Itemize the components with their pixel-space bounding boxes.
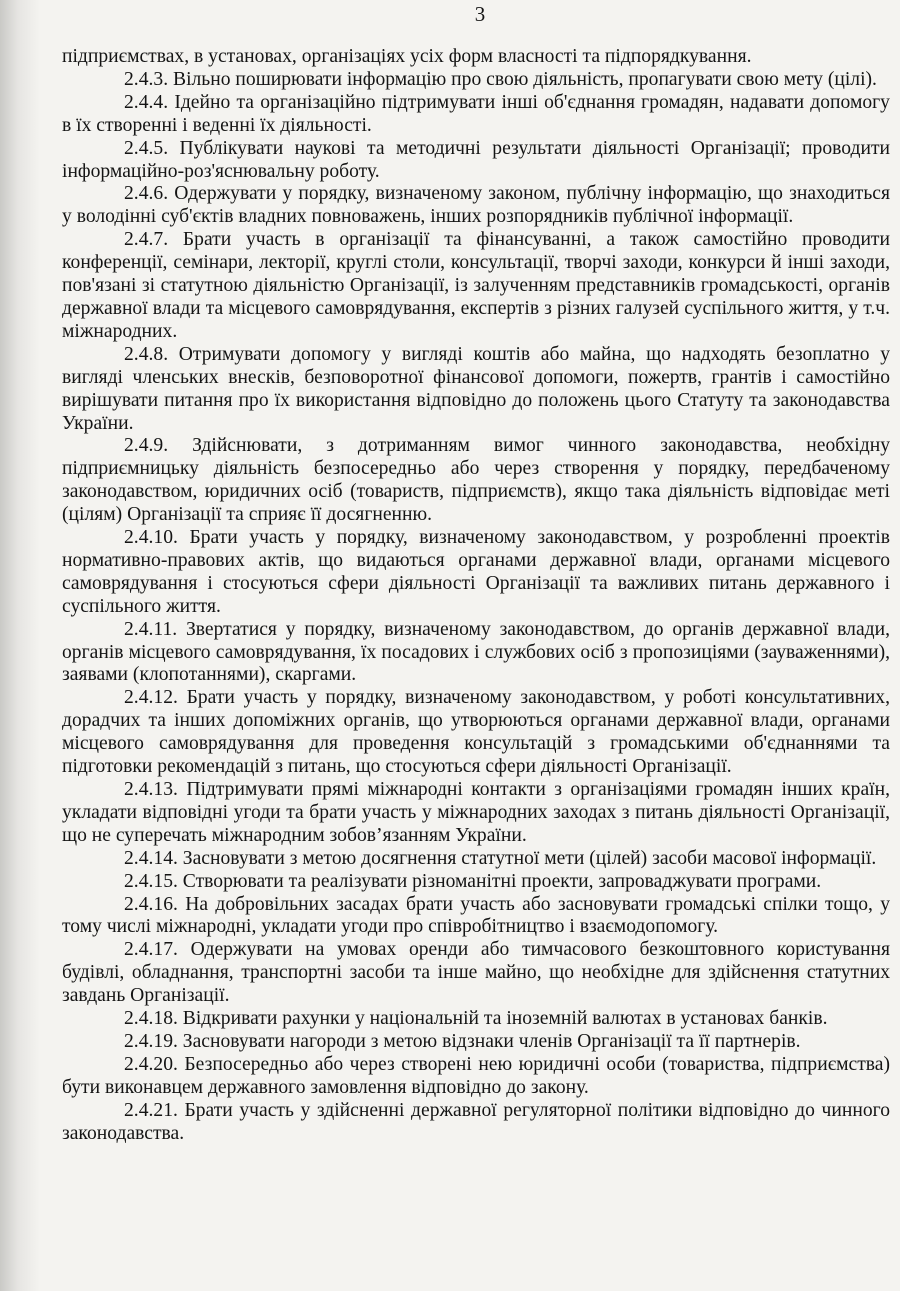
paragraph: [62, 229, 890, 344]
clause-number: 2.4.14.: [124, 847, 178, 869]
paragraph-text: Безпосередньо або через створені нею юридичні особи (товариства, підприємства) бути виконавцем державного замовлення відповідно до закону.: [62, 1053, 890, 1098]
paragraph: [62, 687, 890, 779]
clause-number: 2.4.9.: [124, 435, 169, 457]
clause-number: 2.4.7.: [124, 229, 169, 251]
clause-number: 2.4.3.: [124, 68, 169, 90]
page-number: 3: [474, 2, 486, 26]
clause-number: 2.4.13.: [124, 779, 178, 800]
paragraph-text: Брати участь у порядку, визначеному законодавством, у роботі консультативних, дорадчих та інших допоміжних органів, що утворюються органами державної влади, органами місцевого самоврядування для проведення консультацій з громадськими об'єднаннями та підготовки рекомендацій з питань, що стосуються сфери діяльності Організації.: [62, 687, 890, 778]
clause-number: 2.4.8.: [124, 343, 169, 365]
paragraph: [62, 1031, 890, 1054]
paragraph: [62, 1008, 890, 1031]
paragraph: [62, 46, 890, 69]
paragraph-text: Брати участь в організації та фінансуванні, а також самостійно проводити конференції, семінари, лекторії, круглі столи, консультації, творчі заходи, конкурси й інші заходи, пов'язані зі статутною діяльністю Організації, із залученням представників громадськості, органів державної влади та місцевого самоврядування, експертів з різних галузей суспільного життя, у т.ч. міжнародних.: [62, 229, 890, 342]
paragraph-text: Засновувати нагороди з метою відзнаки членів Організації та її партнерів.: [182, 1030, 801, 1052]
paragraph: [62, 92, 890, 138]
clause-number: 2.4.4.: [124, 91, 169, 113]
clause-number: 2.4.10.: [124, 527, 178, 549]
paragraph: [62, 894, 890, 940]
paragraph-text: На добровільних засадах брати участь або засновувати громадські спілки тощо, у тому числі міжнародні, укладати угоди про співробітництво і взаємодопомогу.: [62, 893, 890, 938]
paragraph-text: Відкривати рахунки у національній та іноземній валютах в установах банків.: [182, 1008, 828, 1030]
clause-number: 2.4.11.: [124, 618, 178, 640]
clause-number: 2.4.18.: [124, 1008, 178, 1030]
paragraph-text: Створювати та реалізувати різноманітні проекти, запроваджувати програми.: [182, 870, 822, 892]
clause-number: 2.4.16.: [124, 893, 178, 915]
paragraph: [62, 619, 890, 688]
paragraph: [62, 183, 890, 229]
paragraph-text: Звертатися у порядку, визначеному законодавством, до органів державної влади, органів місцевого самоврядування, їх посадових і службових осіб з пропозиціями (зауваженнями), заявами (клопотаннями), скаргами.: [62, 618, 890, 686]
paragraph-text: Брати участь у здійсненні державної регуляторної політики відповідно до чинного законодавства.: [62, 1099, 890, 1144]
clause-number: 2.4.6.: [124, 183, 169, 205]
document-body: [62, 46, 890, 1146]
clause-number: 2.4.5.: [124, 137, 169, 159]
clause-number: 2.4.19.: [124, 1030, 178, 1052]
paragraph: [62, 138, 890, 184]
paragraph: [62, 435, 890, 527]
paragraph-text: Отримувати допомогу у вигляді коштів або майна, що надходять безоплатно у вигляді членських внесків, безповоротної фінансової допомоги, пожертв, грантів і самостійно вирішувати питання про їх використання відповідно до положень цього Статуту та законодавства України.: [62, 343, 890, 434]
paragraph-text: Підтримувати прямі міжнародні контакти з організаціями громадян інших країн, укладати відповідні угоди та брати участь у міжнародних заходах з питань діяльності Організації, що не суперечать міжнародним зобов’язанням України.: [62, 779, 891, 846]
clause-number: 2.4.17.: [124, 939, 178, 961]
paragraph-text: Здійснювати, з дотриманням вимог чинного законодавства, необхідну підприємницьку діяльність безпосередньо або через створення у порядку, передбаченому законодавством, юридичних осіб (товариств, підприємств), якщо така діяльність відповідає меті (цілям) Організації та сприяє її досягненню.: [62, 435, 890, 526]
paragraph-text: Одержувати у порядку, визначеному законом, публічну інформацію, що знаходиться у володінні суб'єктів владних повноважень, інших розпорядників публічної інформації.: [62, 183, 890, 228]
clause-number: 2.4.20.: [124, 1053, 178, 1075]
paragraph: [62, 1054, 890, 1100]
paragraph-text: Засновувати з метою досягнення статутної мети (цілей) засоби масової інформації.: [182, 847, 877, 869]
paragraph: [62, 527, 890, 619]
clause-number: 2.4.12.: [124, 687, 178, 709]
paragraph: [62, 344, 890, 436]
paragraph: [62, 779, 890, 848]
clause-number: 2.4.21.: [124, 1099, 178, 1121]
clause-number: 2.4.15.: [124, 870, 178, 892]
paragraph-text: Одержувати на умовах оренди або тимчасового безкоштовного користування будівлі, обладнання, транспортні засоби та інше майно, що необхідне для здійснення статутних завдань Організації.: [62, 939, 890, 1007]
paragraph: [62, 69, 890, 92]
paragraph-text: Ідейно та організаційно підтримувати інші об'єднання громадян, надавати допомогу в їх створенні і веденні їх діяльності.: [62, 91, 890, 136]
paragraph: [62, 848, 890, 871]
paragraph: [62, 939, 890, 1008]
paragraph-text: підприємствах, в установах, організаціях усіх форм власності та підпорядкування.: [62, 46, 752, 67]
paragraph: [62, 1100, 890, 1146]
paragraph-text: Вільно поширювати інформацію про свою діяльність, пропагувати свою мету (цілі).: [173, 68, 877, 90]
paragraph-text: Публікувати наукові та методичні результати діяльності Організації; проводити інформаційно-роз'яснювальну роботу.: [62, 137, 890, 182]
paragraph-text: Брати участь у порядку, визначеному законодавством, у розробленні проектів нормативно-правових актів, що видаються органами державної влади, органами місцевого самоврядування і стосуються сфери діяльності Організації та важливих питань державного і суспільного життя.: [62, 527, 890, 617]
paragraph: [62, 871, 890, 894]
